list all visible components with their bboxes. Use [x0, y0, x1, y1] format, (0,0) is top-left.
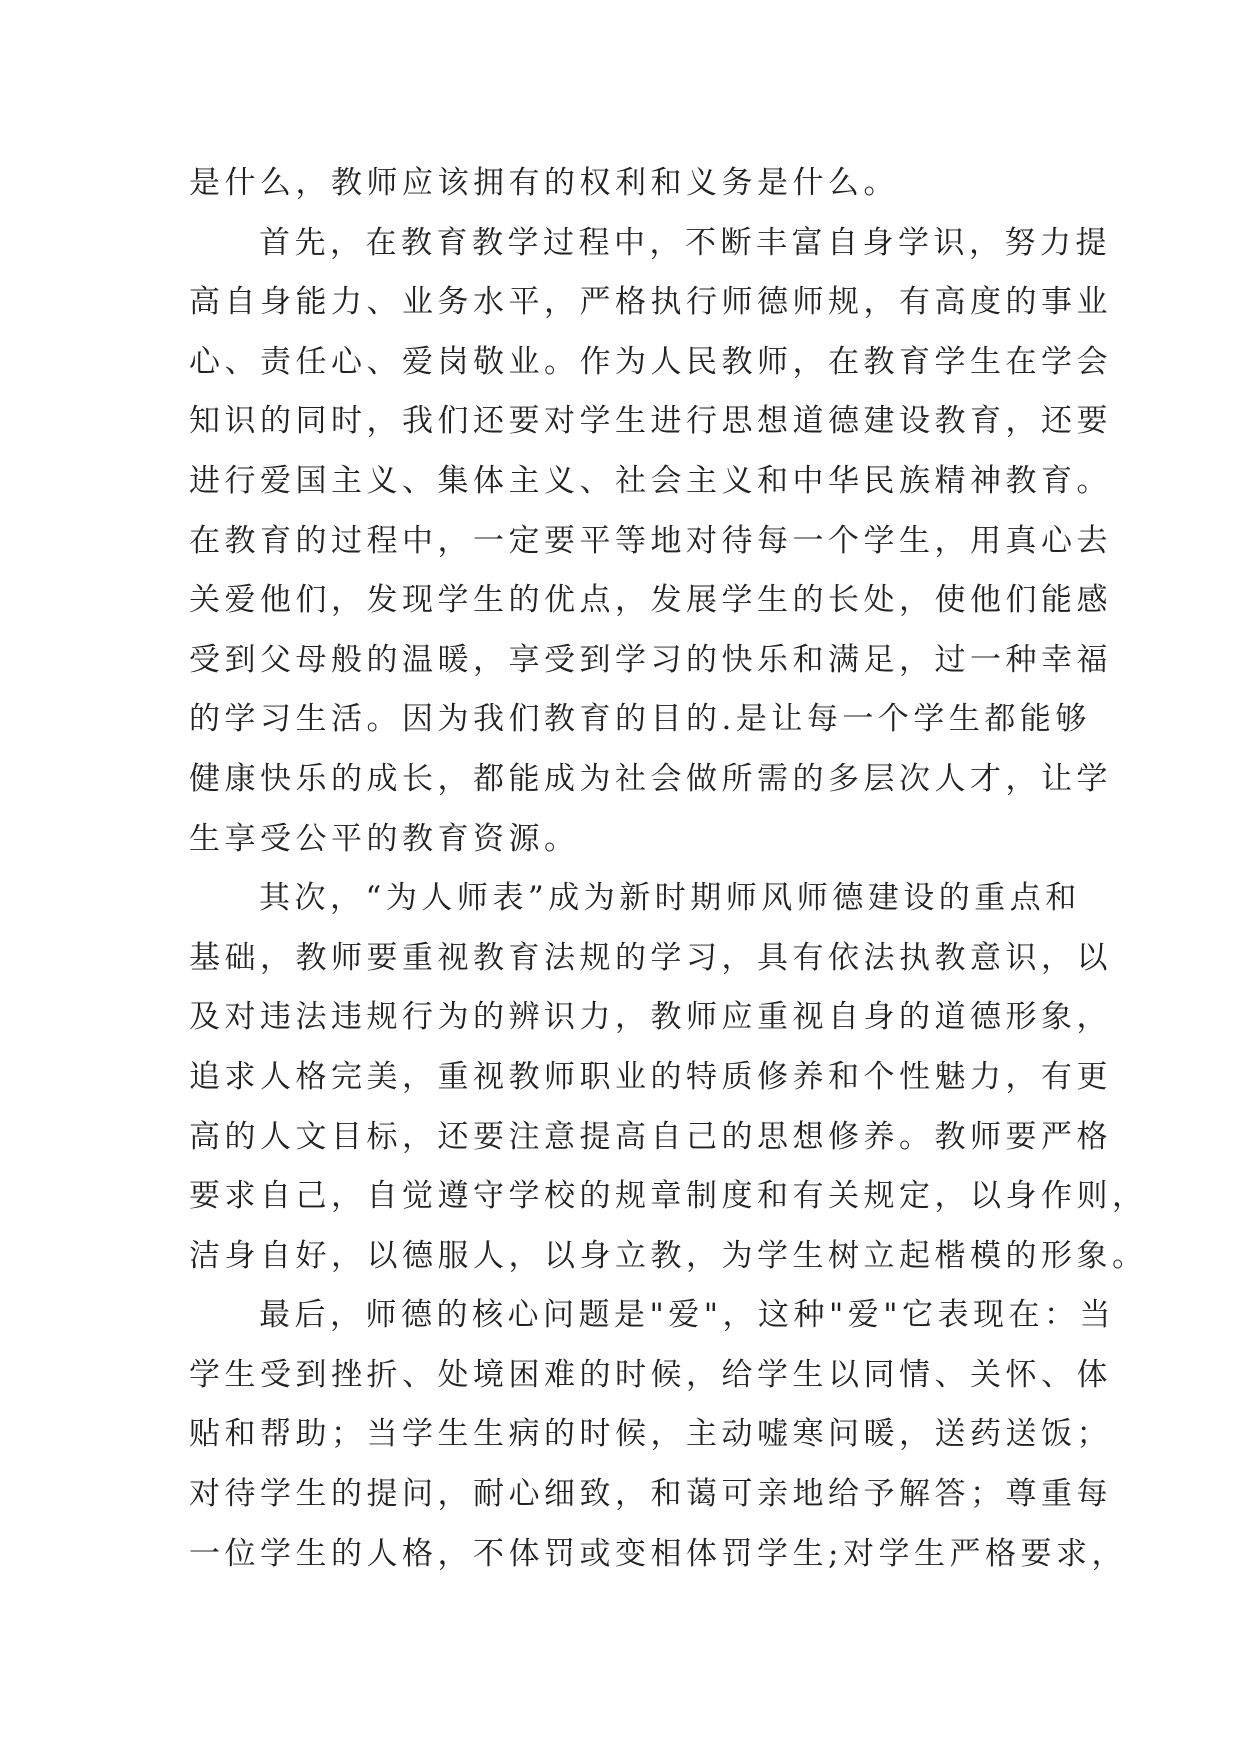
text-line: 基础，教师要重视教育法规的学习，具有依法执教意识，以 — [189, 939, 1112, 976]
text-line: 受到父母般的温暖，享受到学习的快乐和满足，过一种幸福 — [189, 641, 1112, 678]
text-line: 要求自己，自觉遵守学校的规章制度和有关规定，以身作则， — [189, 1178, 1148, 1215]
text-line: 在教育的过程中，一定要平等地对待每一个学生，用真心去 — [189, 522, 1112, 559]
text-line: 高自身能力、业务水平，严格执行师德师规，有高度的事业 — [189, 284, 1112, 321]
paragraph-first-line: 首先，在教育教学过程中，不断丰富自身学识，努力提 — [259, 224, 1111, 261]
text-line: 追求人格完美，重视教师职业的特质修养和个性魅力，有更 — [189, 1058, 1112, 1095]
document-body — [189, 154, 1148, 1584]
text-line: 贴和帮助；当学生生病的时候，主动嘘寒问暖，送药送饭； — [189, 1416, 1112, 1453]
text-line: 学生受到挫折、处境困难的时候，给学生以同情、关怀、体 — [189, 1356, 1112, 1393]
text-line: 进行爱国主义、集体主义、社会主义和中华民族精神教育。 — [189, 462, 1112, 499]
text-line: 对待学生的提问，耐心细致，和蔼可亲地给予解答；尊重每 — [189, 1476, 1112, 1513]
paragraph-first-line: 最后，师德的核心问题是"爱"，这种"爱"它表现在：当 — [259, 1297, 1116, 1334]
text-line: 的学习生活。因为我们教育的目的.是让每一个学生都能够 — [189, 701, 1091, 738]
text-line: 高的人文目标，还要注意提高自己的思想修养。教师要严格 — [189, 1118, 1112, 1155]
text-line: 关爱他们，发现学生的优点，发展学生的长处，使他们能感 — [189, 582, 1112, 619]
text-line: 一位学生的人格，不体罚或变相体罚学生;对学生严格要求， — [189, 1535, 1127, 1572]
text-line: 及对违法违规行为的辨识力，教师应重视自身的道德形象， — [189, 999, 1112, 1036]
text-line: 洁身自好，以德服人，以身立教，为学生树立起楷模的形象。 — [189, 1237, 1148, 1274]
paragraph-first-line: 其次，“为人师表”成为新时期师风师德建设的重点和 — [259, 880, 1081, 917]
text-line: 心、责任心、爱岗敬业。作为人民教师，在教育学生在学会 — [189, 343, 1112, 380]
text-line: 生享受公平的教育资源。 — [189, 820, 580, 857]
text-line: 知识的同时，我们还要对学生进行思想道德建设教育，还要 — [189, 403, 1112, 440]
text-line: 健康快乐的成长，都能成为社会做所需的多层次人才，让学 — [189, 760, 1112, 797]
text-line: 是什么，教师应该拥有的权利和义务是什么。 — [189, 165, 899, 201]
